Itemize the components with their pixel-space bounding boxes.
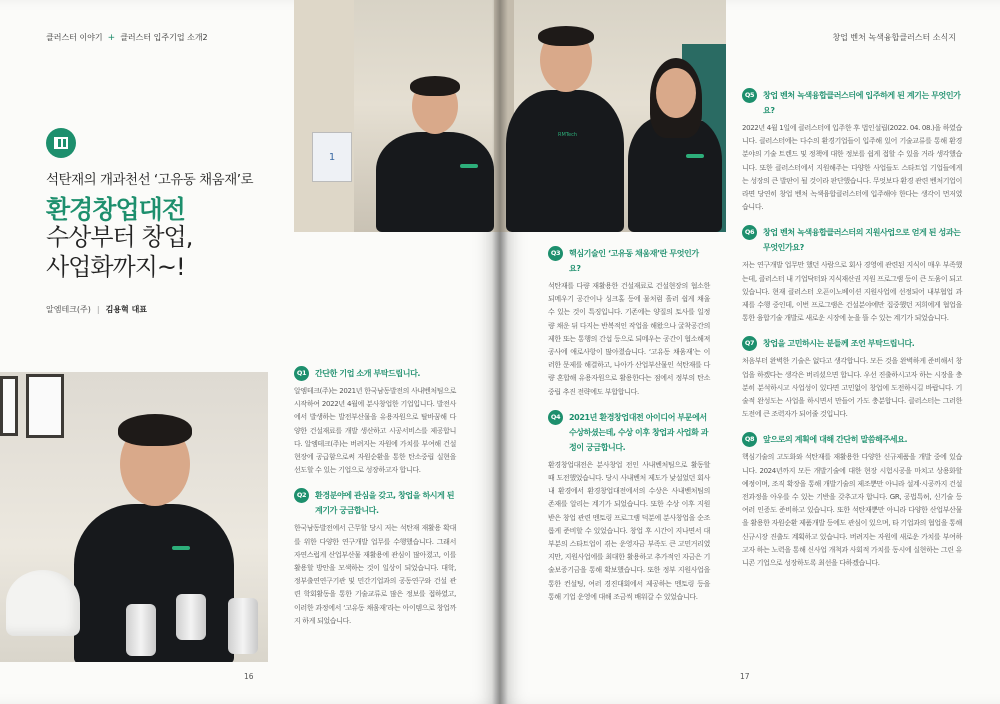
question-text: 핵심기술인 ‘고유동 채움재’란 무엇인가요? (569, 249, 699, 273)
qa-item (548, 246, 710, 399)
question-badge: Q4 (548, 410, 563, 425)
question-badge: Q3 (548, 246, 563, 261)
sample-cylinder (126, 604, 156, 656)
question-badge: Q1 (294, 366, 309, 381)
answer-text: 석탄재를 다량 재활용한 건설재료로 건설현장의 협소한 되메우기 공간이나 싱크홀 등에 물처럼 흘러 쉽게 채울 수 있는 것이 특징입니다. 기존에는 양질의 토사를 일정량 채운 뒤 다지는 반복적인 작업을 해왔으나 굴착공간의 제한 또는 통행의 간섭 등으로 되메우는 공간이 협소해져 공사에 애로사항이 많아졌습니다. ‘고유동 채움재’는 이러한 문제를 해결하고, 나아가 산업부산물인 석탄재를 다량 혼합해 유용자원으로 활용한다는 점에서 정부의 탄소중립 추진 전략에도 부합합니다. (548, 282, 710, 396)
hard-hat (6, 570, 80, 636)
qa-item (742, 225, 962, 325)
company-byline (46, 304, 147, 315)
answer-text: 알엠테크(주)는 2021년 한국남동발전의 사내벤처팀으로 시작하여 2022년 4월에 분사창업한 기업입니다. 발전사에서 발생하는 발전부산물을 유용자원으로 탈바꿈해 다양한 건설재료를 개발 생산하고 시공서비스를 제공합니다. 알엠테크(주)는 버려지는 자원에 가치를 부여해 건설현장에 공급함으로써 자원순환을 통한 탄소중립 실현을 선도할 수 있는 기업으로 성장하고자 합니다. (294, 387, 456, 475)
newsletter-header: 창업 벤처 녹색융합클러스터 소식지 (832, 33, 956, 42)
sample-cylinder (176, 594, 206, 640)
qa-item (548, 410, 710, 604)
question-text: 환경분야에 관심을 갖고, 창업을 하시게 된 계기가 궁금합니다. (315, 491, 455, 516)
ceo-photo (0, 372, 268, 662)
company-name: 알엠테크(주) (46, 305, 91, 314)
poster: 1 (312, 132, 352, 182)
answer-text: 처음부터 완벽한 기술은 없다고 생각합니다. 모든 것을 완벽하게 준비해서 창업을 하겠다는 생각은 버리셨으면 합니다. 우선 진출하시고자 하는 시장을 충분히 분석하시고 사업성이 있다면 고민없이 창업에 도전하시길 바랍니다. 기술적 완성도는 사업을 하시면서 만들어 가도 충분합니다. 클러스터는 그러한 도전에 큰 조력자가 되어줄 것입니다. (742, 357, 962, 419)
qa-item (742, 336, 962, 421)
question-badge: Q7 (742, 336, 757, 351)
section-label: 클러스터 이야기 (46, 33, 103, 42)
book-gutter (492, 0, 508, 704)
qa-column-1 (294, 366, 456, 639)
title-line-3: 사업화까지~! (46, 253, 185, 281)
answer-text: 핵심기술의 고도화와 석탄재를 재활용한 다양한 신규제품을 개발 중에 있습니다. 2024년까지 모든 개발기술에 대한 현장 시험시공을 마치고 상용화할 예정이며, 조직 확장을 통해 개발기술의 제조뿐만 아니라 설계·시공까지 건설 전과정을 아우를 수 있는 기반을 갖추고자 합니다. GR, 공법특허, 신기술 등 여러 인증도 준비하고 있습니다. 또한 석탄재뿐만 아니라 다양한 산업부산물을 활용한 자원순환 제품개발 등에도 관심이 있으며, 타 기업과의 협업을 통해 신규시장 진출도 계획하고 있습니다. 버려지는 자원에 새로운 가치를 부여하고자 하는 노력을 통해 신사업 개척과 사회적 가치를 동시에 실현하는 그린 유니콘 기업으로 성장하도록 최선을 다하겠습니다. (742, 453, 962, 568)
article-title: 환경창업대전 (46, 195, 185, 224)
question-text: 창업 벤처 녹색융합클러스터의 지원사업으로 얻게 된 성과는 무엇인가요? (763, 228, 961, 253)
answer-text: 저는 연구개발 업무만 했던 사람으로 회사 경영에 관련된 지식이 매우 부족했는데, 클러스터 내 기업닥터와 지식재산권 지원 프로그램 등이 큰 도움이 되고 있습니다. 현재 클러스터 오픈이노베이션 지원사업에 선정되어 내부협업 과제를 수행 중인데, 이번 프로그램은 건설분야에만 집중했던 저희에게 협업을 통한 융합기술 개발로 새로운 시장에 눈을 뜰 수 있는 계기가 되었습니다. (742, 261, 962, 323)
article-title-line2 (46, 222, 192, 282)
qa-item (294, 488, 456, 628)
building-icon (46, 128, 76, 158)
qa-item (742, 88, 962, 214)
wall-frame (0, 376, 18, 436)
shirt-logo: RMTech (558, 132, 577, 138)
question-text: 앞으로의 계획에 대해 간단히 말씀해주세요. (763, 435, 908, 445)
question-text: 간단한 기업 소개 부탁드립니다. (315, 369, 421, 378)
team-member-center (506, 26, 626, 232)
question-text: 창업 벤처 녹색융합클러스터에 입주하게 된 계기는 무엇인가요? (763, 91, 961, 115)
ceo-figure (68, 412, 248, 662)
page-number: 17 (740, 672, 750, 681)
article-subtitle: 석탄재의 개과천선 ‘고유동 채움재’로 (46, 172, 254, 188)
title-line-2: 수상부터 창업, (46, 223, 193, 251)
question-text: 2021년 환경창업대전 아이디어 부문에서 수상하셨는데, 수상 이후 창업과 사업화 과정이 궁금합니다. (569, 412, 709, 452)
section-header (46, 32, 208, 43)
question-badge: Q8 (742, 432, 757, 447)
page-number: 16 (244, 672, 254, 681)
section-sublabel: 클러스터 입주기업 소개2 (120, 33, 208, 42)
question-text: 창업을 고민하시는 분들께 조언 부탁드립니다. (763, 339, 915, 349)
answer-text: 한국남동발전에서 근무할 당시 저는 석탄재 재활용 확대를 위한 다양한 연구개발 업무를 수행했습니다. 그래서 자연스럽게 산업부산물 재활용에 관심이 많아졌고, 이를 활용할 방안을 모색하는 것이 일상이 되었습니다. 대학, 정부출연연구기관 및 민간기업과의 공동연구와 건설 관련 학회활동을 통한 기술교류로 많은 정보를 접하였고, 이러한 과정에서 ‘고유동 채움재’라는 아이템으로 창업까지 하게 되었습니다. (294, 524, 456, 625)
answer-text: 환경창업대전은 분사창업 전인 사내벤처팀으로 활동할 때 도전했었습니다. 당시 사내벤처 제도가 낯설었던 회사 내 환경에서 환경창업대전에서의 수상은 사내벤처팀의 존재를 알리는 계기가 되었습니다. 또한 수상 이후 지원받은 창업 관련 멘토링 프로그램 덕분에 분사창업을 순조롭게 준비할 수 있었습니다. 창업 후 시간이 지나면서 대부분의 스타트업이 겪는 운영자금 부족도 큰 고민거리였지만, 지원사업에를 최대한 활용하고 추가적인 자금은 기술보증기금을 통해 확보했습니다. 또한 정부 지원사업을 통한 컨설팅, 여러 경진대회에서 제공하는 멘토링 등을 통해 기업 운영에 대해 조금씩 배워갈 수 있었습니다. (548, 460, 710, 601)
answer-text: 2022년 4월 1일에 클러스터에 입주한 후 법인설립(2022. 04. 08.)을 하였습니다. 클러스터에는 다수의 환경기업들이 입주해 있어 기술교류를 통해 환경분야의 기술 트렌드 및 정책에 대한 정보를 쉽게 접할 수 있을 거라 생각했습니다. 또한 클러스터에서 지원해주는 다양한 사업들도 스타트업 기업들에게는 성장의 큰 발판이 될 것이라 판단했습니다. 무엇보다 환경 관련 벤처기업이라면 당연히 창업 벤처 녹색융합클러스터에 입주해야 한다는 생각이 먼저였습니다. (742, 124, 962, 212)
qa-column-3 (742, 88, 962, 581)
sample-cylinder (228, 598, 258, 654)
team-member-right (628, 58, 724, 232)
team-photo (294, 0, 726, 232)
question-badge: Q2 (294, 488, 309, 503)
question-badge: Q6 (742, 225, 757, 240)
qa-item (742, 432, 962, 570)
section-separator: + (107, 33, 116, 43)
certificate-frame (26, 374, 64, 438)
qa-column-2 (548, 246, 710, 615)
team-member-left (376, 76, 496, 232)
ceo-name: 김용혁 대표 (105, 305, 148, 314)
byline-separator: | (96, 305, 100, 314)
question-badge: Q5 (742, 88, 757, 103)
qa-item (294, 366, 456, 477)
